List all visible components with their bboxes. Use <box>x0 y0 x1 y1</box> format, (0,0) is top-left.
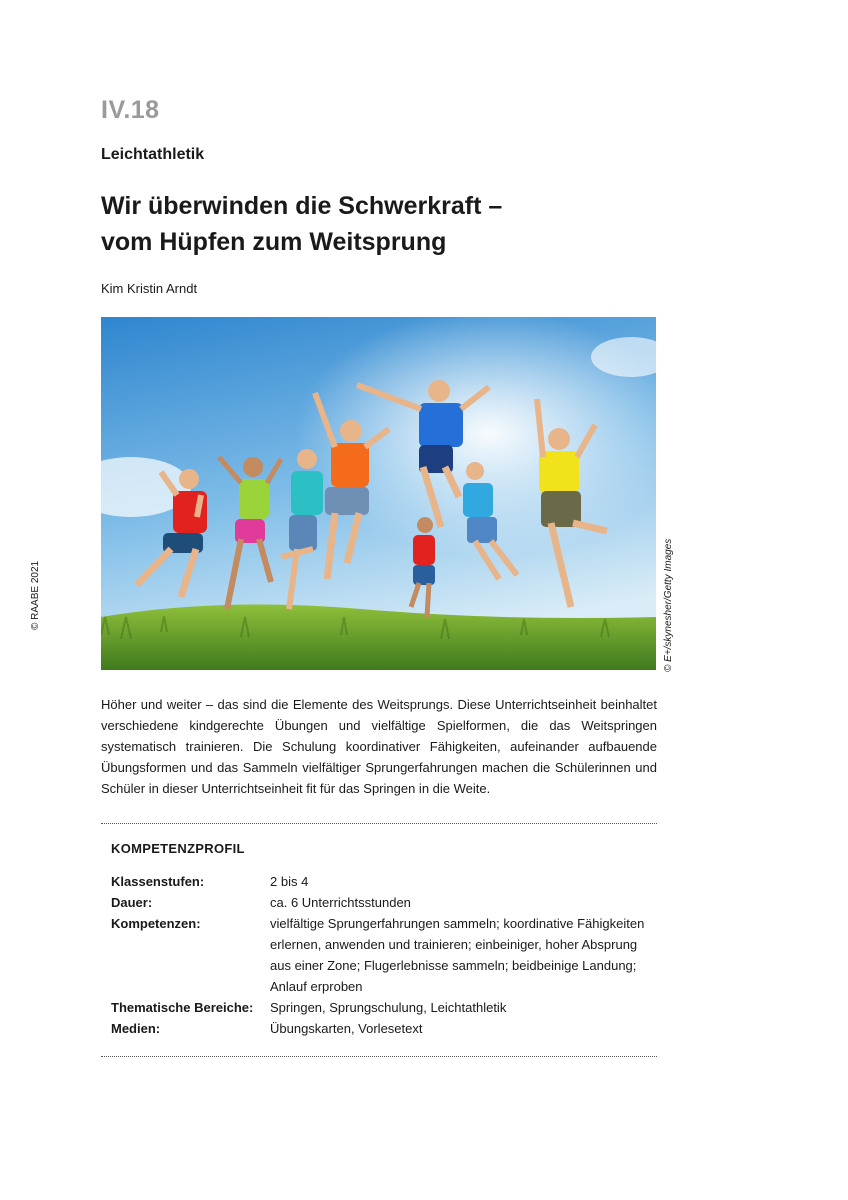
profile-row <box>111 913 657 997</box>
profile-value: vielfältige Sprungerfahrungen sammeln; koordinative Fähigkeiten erlernen, anwenden und trainieren; einbeiniger, hoher Absprung aus einer Zone; Flugerlebnisse sammeln; beidbeinige Landung; Anlauf erproben <box>270 916 645 994</box>
divider-top <box>101 823 657 824</box>
photo-credit: © E+/skynesher/Getty Images <box>663 538 674 672</box>
profile-row <box>111 892 657 913</box>
competence-profile <box>111 841 657 1039</box>
profile-value: Springen, Sprungschulung, Leichtathletik <box>270 1000 507 1015</box>
profile-label: Thematische Bereiche: <box>111 1000 254 1015</box>
copyright-notice: © RAABE 2021 <box>30 560 41 630</box>
profile-row <box>111 997 657 1018</box>
divider-bottom <box>101 1056 657 1057</box>
intro-paragraph: Höher und weiter – das sind die Elemente des Weitsprungs. Diese Unterrichtseinheit beinhaltet verschiedene kindgerechte Übungen und vielfältige Spielformen, die das Weitspringen systematisch trainieren. Die Schulung koordinativer Fähigkeiten, aufeinander aufbauende Übungsformen und das Sammeln vielfältiger Sprungerfahrungen machen die Schülerinnen und Schüler in dieser Unterrichtseinheit fit für das Springen in die Weite. <box>101 697 657 796</box>
jumping-children-photo <box>101 317 656 670</box>
profile-label: Kompetenzen: <box>111 916 201 931</box>
profile-label: Medien: <box>111 1021 161 1036</box>
profile-row <box>111 1018 657 1039</box>
author-name: Kim Kristin Arndt <box>101 281 198 296</box>
title-line-2: vom Hüpfen zum Weitsprung <box>101 228 447 256</box>
title-line-1: Wir überwinden die Schwerkraft – <box>101 192 503 220</box>
subject-label: Leichtathletik <box>101 146 205 163</box>
profile-value: Übungskarten, Vorlesetext <box>270 1021 423 1036</box>
chapter-number: IV.18 <box>101 96 160 124</box>
profile-label: Klassenstufen: <box>111 874 205 889</box>
profile-row <box>111 871 657 892</box>
profile-value: ca. 6 Unterrichtsstunden <box>270 895 411 910</box>
profile-heading: KOMPETENZPROFIL <box>111 841 245 856</box>
profile-value: 2 bis 4 <box>270 874 309 889</box>
profile-label: Dauer: <box>111 895 153 910</box>
page-title <box>101 188 661 260</box>
